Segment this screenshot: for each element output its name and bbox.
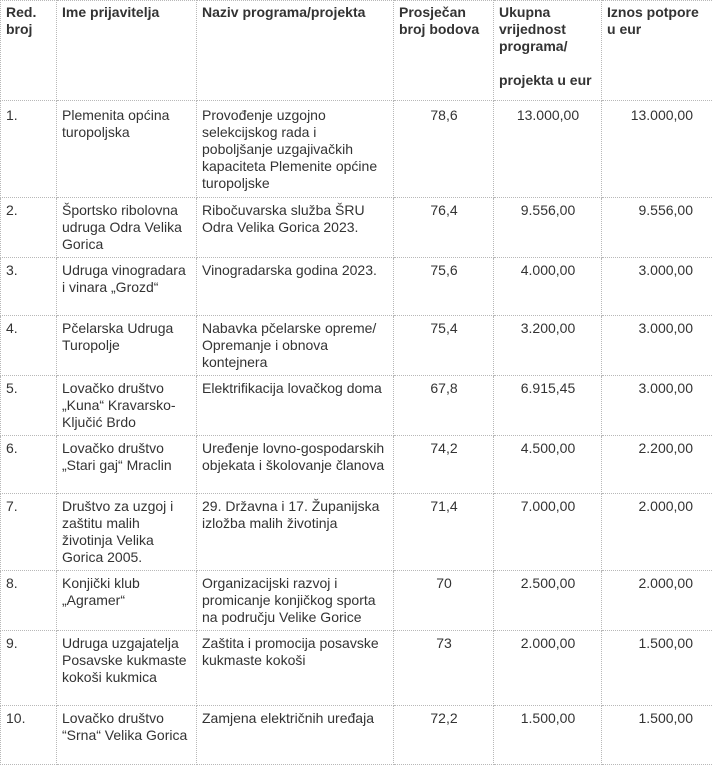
cell-bodovi: 78,6 — [394, 101, 494, 198]
header-ukupna-line-1: Ukupna vrijednost programa/ — [499, 4, 597, 55]
cell-bodovi: 70 — [394, 571, 494, 631]
header-prosjecan-broj-bodova: Prosječan broj bodova — [394, 1, 494, 101]
header-red-broj: Red. broj — [1, 1, 57, 101]
cell-naziv-programa: Uređenje lovno-gospodarskih objekata i školovanje članova — [197, 436, 394, 494]
cell-ime-prijavitelja: Lovačko društvo “Srna“ Velika Gorica — [57, 706, 197, 765]
cell-iznos-potpore: 3.000,00 — [602, 258, 713, 316]
header-iznos-potpore: Iznos potpore u eur — [602, 1, 713, 101]
cell-red-broj: 6. — [1, 436, 57, 494]
cell-naziv-programa: Nabavka pčelarske opreme/ Opremanje i obnova kontejnera — [197, 316, 394, 376]
cell-naziv-programa: 29. Državna i 17. Županijska izložba malih životinja — [197, 494, 394, 571]
cell-bodovi: 75,6 — [394, 258, 494, 316]
cell-iznos-potpore: 2.000,00 — [602, 571, 713, 631]
cell-naziv-programa: Zaštita i promocija posavske kukmaste kokoši — [197, 631, 394, 706]
cell-naziv-programa: Elektrifikacija lovačkog doma — [197, 376, 394, 436]
table-header — [1, 1, 713, 101]
cell-iznos-potpore: 1.500,00 — [602, 631, 713, 706]
cell-iznos-potpore: 9.556,00 — [602, 198, 713, 258]
table-row — [1, 436, 713, 494]
cell-bodovi: 67,8 — [394, 376, 494, 436]
cell-red-broj: 7. — [1, 494, 57, 571]
cell-ukupna-vrijednost: 3.200,00 — [494, 316, 602, 376]
cell-naziv-programa: Vinogradarska godina 2023. — [197, 258, 394, 316]
cell-red-broj: 8. — [1, 571, 57, 631]
table-row — [1, 571, 713, 631]
cell-iznos-potpore: 2.200,00 — [602, 436, 713, 494]
cell-red-broj: 4. — [1, 316, 57, 376]
cell-naziv-programa: Provođenje uzgojno selekcijskog rada i poboljšanje uzgajivačkih kapaciteta Plemenite općine turopoljske — [197, 101, 394, 198]
header-row — [1, 1, 713, 101]
cell-bodovi: 76,4 — [394, 198, 494, 258]
cell-iznos-potpore: 13.000,00 — [602, 101, 713, 198]
cell-iznos-potpore: 3.000,00 — [602, 376, 713, 436]
header-ime-prijavitelja: Ime prijavitelja — [57, 1, 197, 101]
cell-red-broj: 2. — [1, 198, 57, 258]
cell-ukupna-vrijednost: 2.500,00 — [494, 571, 602, 631]
cell-red-broj: 5. — [1, 376, 57, 436]
cell-ime-prijavitelja: Lovačko društvo „Kuna“ Kravarsko-Ključić Brdo — [57, 376, 197, 436]
cell-ime-prijavitelja: Udruga uzgajatelja Posavske kukmaste kokoši kukmica — [57, 631, 197, 706]
cell-iznos-potpore: 3.000,00 — [602, 316, 713, 376]
cell-ime-prijavitelja: Plemenita općina turopoljska — [57, 101, 197, 198]
cell-bodovi: 75,4 — [394, 316, 494, 376]
cell-ukupna-vrijednost: 4.000,00 — [494, 258, 602, 316]
table-body — [1, 101, 713, 765]
cell-ime-prijavitelja: Pčelarska Udruga Turopolje — [57, 316, 197, 376]
cell-naziv-programa: Ribočuvarska služba ŠRU Odra Velika Gorica 2023. — [197, 198, 394, 258]
cell-ime-prijavitelja: Udruga vinogradara i vinara „Grozd“ — [57, 258, 197, 316]
cell-ime-prijavitelja: Konjički klub „Agramer“ — [57, 571, 197, 631]
table-row — [1, 376, 713, 436]
table-row — [1, 316, 713, 376]
cell-ukupna-vrijednost: 2.000,00 — [494, 631, 602, 706]
cell-ime-prijavitelja: Športsko ribolovna udruga Odra Velika Gorica — [57, 198, 197, 258]
cell-ime-prijavitelja: Lovačko društvo „Stari gaj“ Mraclin — [57, 436, 197, 494]
header-naziv-programa: Naziv programa/projekta — [197, 1, 394, 101]
table-row — [1, 494, 713, 571]
cell-ukupna-vrijednost: 6.915,45 — [494, 376, 602, 436]
cell-red-broj: 1. — [1, 101, 57, 198]
cell-naziv-programa: Zamjena električnih uređaja — [197, 706, 394, 765]
table-row — [1, 198, 713, 258]
cell-ukupna-vrijednost: 4.500,00 — [494, 436, 602, 494]
header-ukupna-line-2: projekta u eur — [499, 72, 597, 89]
cell-red-broj: 9. — [1, 631, 57, 706]
cell-red-broj: 3. — [1, 258, 57, 316]
cell-bodovi: 72,2 — [394, 706, 494, 765]
cell-ukupna-vrijednost: 9.556,00 — [494, 198, 602, 258]
cell-ime-prijavitelja: Društvo za uzgoj i zaštitu malih životinja Velika Gorica 2005. — [57, 494, 197, 571]
cell-naziv-programa: Organizacijski razvoj i promicanje konjičkog sporta na području Velike Gorice — [197, 571, 394, 631]
table-row — [1, 258, 713, 316]
table-row — [1, 631, 713, 706]
cell-iznos-potpore: 1.500,00 — [602, 706, 713, 765]
cell-red-broj: 10. — [1, 706, 57, 765]
cell-ukupna-vrijednost: 13.000,00 — [494, 101, 602, 198]
cell-ukupna-vrijednost: 7.000,00 — [494, 494, 602, 571]
cell-bodovi: 71,4 — [394, 494, 494, 571]
cell-ukupna-vrijednost: 1.500,00 — [494, 706, 602, 765]
cell-bodovi: 74,2 — [394, 436, 494, 494]
cell-bodovi: 73 — [394, 631, 494, 706]
table-row — [1, 706, 713, 765]
cell-iznos-potpore: 2.000,00 — [602, 494, 713, 571]
header-ukupna-vrijednost — [494, 1, 602, 101]
table-row — [1, 101, 713, 198]
